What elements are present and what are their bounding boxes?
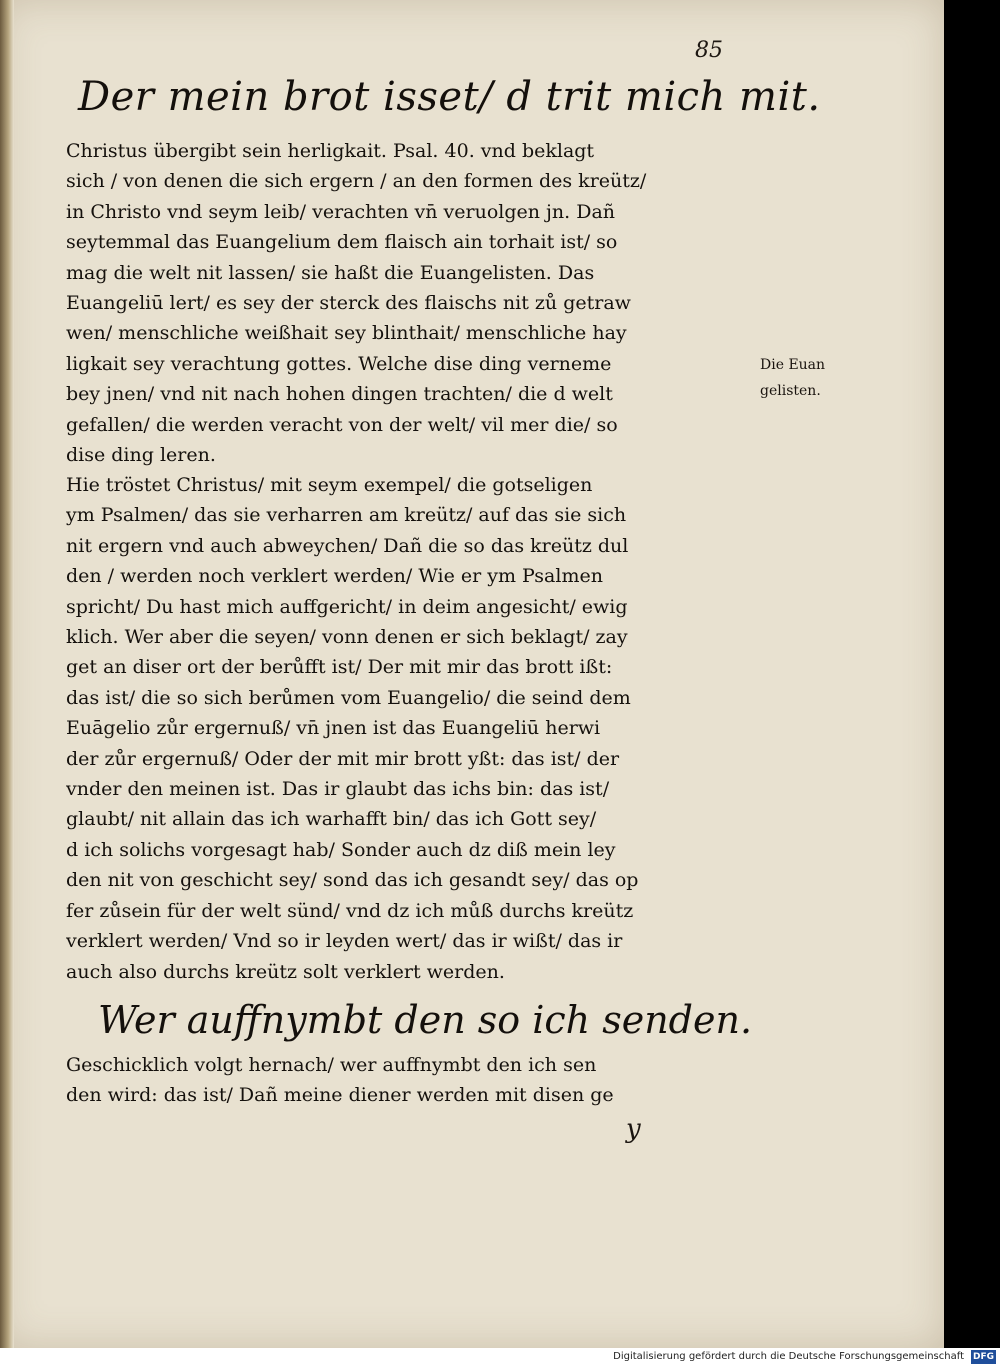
page-number: 85 (695, 38, 723, 63)
dfg-logo: DFG (972, 1352, 994, 1362)
signature-mark: y (626, 1114, 641, 1144)
text-line: Geschicklich volgt hernach/ wer auffnymbt den ich sen (66, 1054, 597, 1076)
text-line: den / werden noch verklert werden/ Wie er ym Psalmen (66, 565, 603, 588)
text-line: den nit von geschicht sey/ sond das ich gesandt sey/ das op (66, 869, 639, 892)
text-line: ym Psalmen/ das sie verharren am kreütz/ auf das sie sich (66, 504, 627, 527)
paragraph-1 (66, 136, 756, 470)
paragraph-2 (66, 470, 756, 987)
text-line: get an diser ort der berůfft ist/ Der mit mir das brott ißt: (66, 656, 613, 679)
text-line: Euangeliū lert/ es sey der sterck des flaischs nit zů getraw (66, 292, 631, 315)
text-line: ligkait sey verachtung gottes. Welche dise ding verneme (66, 352, 612, 375)
text-line: den wird: das ist/ Dañ meine diener werden mit disen ge (66, 1084, 614, 1107)
text-line: verklert werden/ Vnd so ir leyden wert/ das ir wißt/ das ir (66, 930, 623, 953)
funding-notice: Digitalisierung gefördert durch die Deutsche Forschungsgemeinschaft (613, 1351, 964, 1362)
text-line: Christus übergibt sein herligkait. Psal. 40. vnd beklagt (66, 140, 595, 162)
text-line: klich. Wer aber die seyen/ vonn denen er sich beklagt/ zay (66, 626, 628, 649)
footer-bar (0, 1348, 1000, 1367)
text-line: seytemmal das Euangelium dem flaisch ain torhait ist/ so (66, 231, 618, 254)
text-line: in Christo vnd seym leib/ verachten vn̄ veruolgen jn. Dañ (66, 200, 616, 223)
text-line: bey jnen/ vnd nit nach hohen dingen trachten/ die d welt (66, 383, 613, 406)
text-line: auch also durchs kreütz solt verklert werden. (66, 960, 505, 983)
paragraph-3 (66, 1050, 756, 1111)
text-line: wen/ menschliche weißhait sey blinthait/ menschliche hay (66, 322, 627, 345)
page-spine-shadow (0, 0, 14, 1348)
text-line: nit ergern vnd auch abweychen/ Dañ die so das kreütz dul (66, 534, 629, 557)
text-line: vnder den meinen ist. Das ir glaubt das ichs bin: das ist/ (66, 778, 610, 801)
page-heading: Der mein brot isset/ d trit mich mit. (78, 74, 821, 120)
text-line: Euāgelio zůr ergernuß/ vn̄ jnen ist das Euangeliū herwi (66, 717, 601, 740)
margin-note-line: gelisten. (760, 383, 821, 399)
section-heading: Wer auffnymbt den so ich senden. (98, 998, 753, 1042)
text-line: der zůr ergernuß/ Oder der mit mir brott yßt: das ist/ der (66, 747, 620, 770)
text-line: d ich solichs vorgesagt hab/ Sonder auch dz diß mein ley (66, 838, 616, 861)
text-line: glaubt/ nit allain das ich warhafft bin/ das ich Gott sey/ (66, 808, 597, 831)
text-line: sich / von denen die sich ergern / an den formen des kreütz/ (66, 170, 647, 193)
text-line: Hie tröstet Christus/ mit seym exempel/ die gotseligen (66, 474, 593, 496)
text-line: gefallen/ die werden veracht von der welt/ vil mer die/ so (66, 413, 618, 436)
text-line: fer zůsein für der welt sünd/ vnd dz ich můß durchs kreütz (66, 899, 634, 922)
margin-note-line: Die Euan (760, 357, 826, 373)
text-line: mag die welt nit lassen/ sie haßt die Euangelisten. Das (66, 261, 595, 284)
text-line: dise ding leren. (66, 444, 216, 467)
text-line: das ist/ die so sich berůmen vom Euangelio/ die seind dem (66, 686, 631, 709)
text-line: spricht/ Du hast mich auffgericht/ in deim angesicht/ ewig (66, 595, 628, 618)
margin-note (760, 352, 825, 404)
